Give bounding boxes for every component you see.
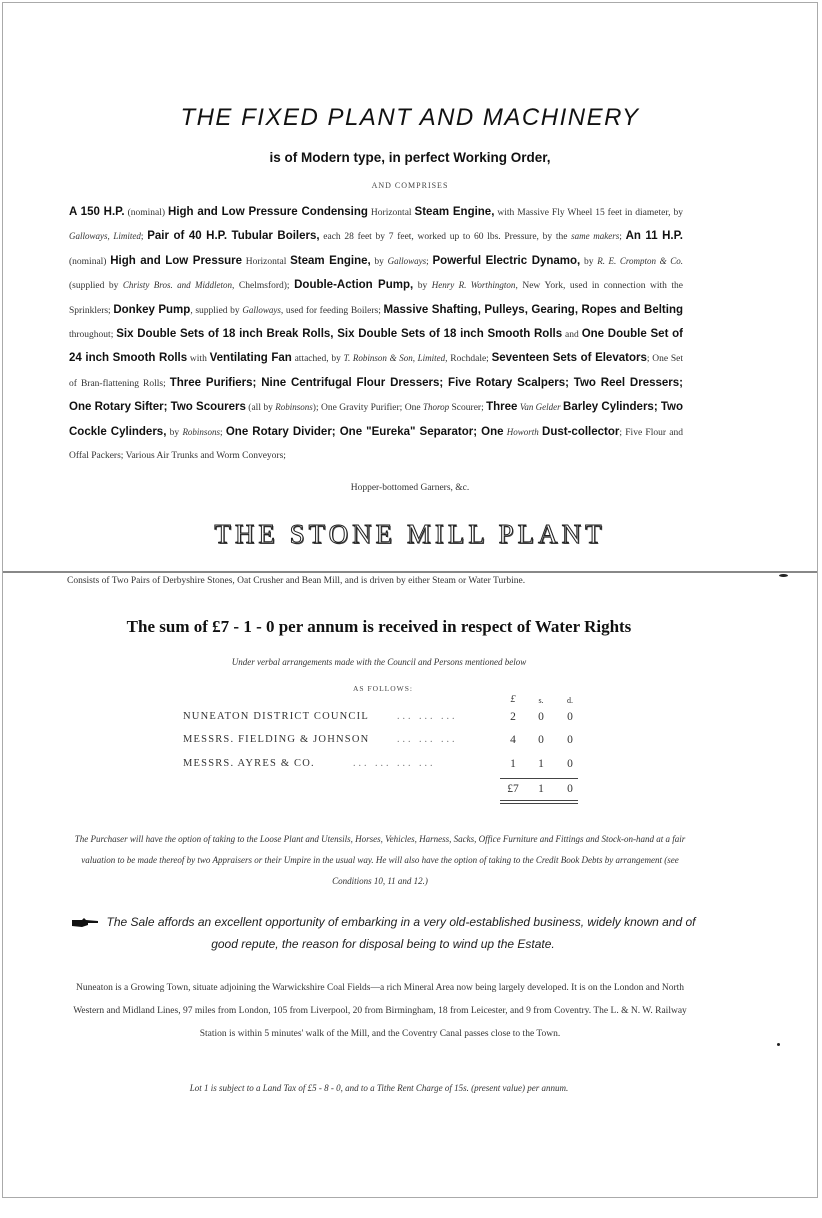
machinery-text-bold: High and Low Pressure Condensing	[168, 206, 368, 218]
scan-speck	[777, 1043, 780, 1046]
machinery-text-bold: One Double Set of 24 inch Smooth Rolls	[69, 328, 683, 365]
subheading: is of Modern type, in perfect Working Order,	[269, 150, 551, 165]
machinery-text-italic: Christy Bros. and Middleton	[122, 280, 233, 291]
machinery-text-bold: Three Purifiers; Nine Centrifugal Flour Dressers; Five Rotary Scalpers; Two Reel Dressers; One Rotary Sifter; Two Scourers	[69, 376, 683, 414]
machinery-text: Horizontal	[367, 208, 415, 218]
machinery-text-italic: Van Gelder	[519, 402, 561, 413]
total-shillings: 1	[538, 783, 544, 795]
leader-dots: ... ... ...	[397, 734, 458, 745]
machinery-text: Scourer;	[449, 403, 487, 414]
arrangements-note: Under verbal arrangements made with the Council and Persons mentioned below	[231, 657, 527, 667]
machinery-text: (nominal)	[69, 256, 111, 267]
machinery-text-italic: Robinsons	[275, 402, 313, 413]
machinery-text-bold: Donkey Pump	[113, 303, 191, 316]
machinery-text-italic: Robinsons	[182, 426, 220, 437]
total-row	[3, 783, 817, 799]
total-pence: 0	[567, 783, 573, 795]
shillings-value: 1	[538, 758, 544, 770]
money-column-headers	[3, 694, 817, 708]
machinery-text: ;	[140, 232, 148, 243]
machinery-text: (all by	[245, 403, 276, 414]
machinery-text-italic: Galloways	[242, 304, 281, 315]
heading: THE FIXED PLANT AND MACHINERY	[180, 104, 640, 131]
machinery-text-bold: Double-Action Pump,	[294, 279, 414, 292]
table-row	[183, 734, 603, 750]
machinery-text-bold: Powerful Electric Dynamo,	[432, 254, 581, 267]
machinery-text: by	[166, 427, 183, 438]
machinery-text: Horizontal	[242, 256, 291, 267]
machinery-text-bold: Dust-collector	[542, 425, 620, 438]
as-follows-label: AS FOLLOWS:	[353, 684, 413, 693]
sale-text: The Sale affords an excellent opportunity of embarking in a very old-established business, widely known and of good repute, the reason for disposal being to wind up the Estate.	[106, 915, 696, 951]
pounds-value: 4	[510, 734, 516, 746]
machinery-text-bold: Pair of 40 H.P. Tubular Boilers,	[147, 230, 320, 243]
and-comprises: AND COMPRISES	[371, 181, 449, 190]
machinery-text: and	[562, 330, 582, 341]
machinery-text-bold: Ventilating Fan	[209, 352, 292, 365]
leader-dots: ... ... ...	[397, 711, 458, 722]
total-rule	[500, 778, 578, 779]
shillings-value: 0	[538, 711, 544, 723]
payer-name: MESSRS. AYRES & CO.	[183, 758, 315, 769]
machinery-text-italic: Galloways, Limited	[69, 231, 141, 242]
machinery-text: attached, by	[291, 354, 344, 365]
water-rights-heading: The sum of £7 - 1 - 0 per annum is received in respect of Water Rights	[126, 617, 632, 636]
page-seam	[3, 571, 817, 573]
machinery-text-bold: A 150 H.P.	[69, 206, 125, 218]
machinery-text-bold: Seventeen Sets of Elevators	[491, 352, 647, 365]
pence-value: 0	[567, 758, 573, 770]
machinery-text: by	[413, 281, 432, 292]
table-row	[183, 758, 603, 774]
table-row	[183, 711, 603, 727]
machinery-text-bold: Three	[486, 401, 518, 414]
machinery-text: with Massive Fly Wheel 15 feet in diameter, by	[494, 208, 684, 218]
machinery-text-bold: Six Double Sets of 18 inch Break Rolls, Six Double Sets of 18 inch Smooth Rolls	[116, 328, 563, 341]
machinery-text: , used for feeding Boilers;	[280, 305, 384, 316]
pounds-value: 2	[510, 711, 516, 723]
land-tax-note: Lot 1 is subject to a Land Tax of £5 - 8 - 0, and to a Tithe Rent Charge of 15s. (present value) per annum.	[189, 1083, 569, 1093]
machinery-paragraph	[69, 201, 683, 468]
machinery-text: ; Five Flour and Offal Packers; Various Air Trunks and Worm Conveyors;	[69, 427, 684, 462]
machinery-text: ;	[426, 256, 433, 267]
machinery-text-bold: High and Low Pressure	[110, 254, 243, 267]
pounds-value: 1	[510, 758, 516, 770]
machinery-text-italic: Galloways	[387, 255, 427, 266]
machinery-text: , New York, used in connection with the Sprinklers;	[69, 281, 683, 316]
pounds-header: £	[510, 694, 516, 705]
machinery-text-bold: An 11 H.P.	[625, 230, 683, 243]
machinery-text-italic: same makers	[571, 231, 620, 242]
machinery-text: ;	[619, 232, 626, 243]
machinery-text-bold: Steam Engine,	[414, 206, 495, 218]
scan-speck	[779, 574, 788, 577]
purchaser-option-note: The Purchaser will have the option of taking to the Loose Plant and Utensils, Horses, Vehicles, Harness, Sacks, Office Furniture and Fittings and Stock-on-hand at a fair valuation to be made thereof by two Appraisers or their Umpire in the usual way. He will also have the option of taking to the Credit Book Debts by arrangement (see Conditions 10, 11 and 12.)	[74, 834, 686, 886]
machinery-text: (nominal)	[124, 208, 169, 218]
machinery-last-line: Hopper-bottomed Garners, &c.	[350, 483, 470, 493]
shillings-header: s.	[538, 696, 544, 705]
nuneaton-description: Nuneaton is a Growing Town, situate adjoining the Warwickshire Coal Fields—a rich Mineral Area now being largely developed. It is on the London and North Western and Midland Lines, 97 miles from London, 105 from Liverpool, 20 from Birmingham, 18 from Leicester, and 9 from Coventry. The L. & N. W. Railway Station is within 5 minutes' walk of the Mill, and the Coventry Canal passes close to the Town.	[73, 983, 687, 1039]
machinery-text-bold: Steam Engine,	[290, 254, 371, 267]
leader-dots: ... ... ... ...	[353, 758, 436, 769]
machinery-text: throughout;	[69, 330, 117, 341]
machinery-text: , Chelmsford);	[232, 281, 295, 292]
machinery-text: with	[187, 354, 210, 365]
payer-name: NUNEATON DISTRICT COUNCIL	[183, 711, 369, 722]
machinery-text: ;	[219, 427, 226, 438]
total-double-rule	[500, 803, 578, 804]
machinery-text: ); One Gravity Purifier; One	[312, 403, 423, 414]
machinery-text-italic: Howorth	[506, 426, 539, 437]
machinery-text-italic: R. E. Crompton & Co.	[597, 255, 683, 266]
machinery-text: ; One Set of Bran-flattening Rolls;	[69, 354, 684, 389]
sale-opportunity-note	[69, 911, 697, 955]
machinery-text: by	[580, 256, 598, 267]
stone-mill-title: THE STONE MILL PLANT	[214, 519, 606, 549]
payer-name: MESSRS. FIELDING & JOHNSON	[183, 734, 370, 745]
machinery-text: , Rochdale;	[445, 354, 492, 365]
machinery-text: each 28 feet by 7 feet, worked up to 60 lbs. Pressure, by the	[319, 232, 572, 243]
machinery-text: (supplied by	[69, 281, 123, 292]
stone-mill-description: Consists of Two Pairs of Derbyshire Stones, Oat Crusher and Bean Mill, and is driven by either Steam or Water Turbine.	[67, 576, 526, 586]
pence-value: 0	[567, 734, 573, 746]
pence-header: d.	[567, 696, 573, 705]
machinery-text: , supplied by	[190, 305, 243, 316]
machinery-text-bold: Barley Cylinders; Two Cockle Cylinders,	[69, 401, 684, 438]
shillings-value: 0	[538, 734, 544, 746]
machinery-text-italic: T. Robinson & Son, Limited	[343, 353, 446, 364]
pence-value: 0	[567, 711, 573, 723]
pointing-hand-icon	[70, 918, 100, 928]
total-pounds: £7	[507, 783, 519, 795]
machinery-text-bold: Massive Shafting, Pulleys, Gearing, Ropes and Belting	[383, 303, 683, 316]
document-page	[2, 2, 818, 1198]
machinery-text-italic: Thorop	[422, 402, 450, 413]
machinery-text-bold: One Rotary Divider; One "Eureka" Separator; One	[225, 425, 504, 438]
machinery-text: by	[370, 256, 388, 267]
machinery-text-italic: Henry R. Worthington	[431, 280, 516, 291]
total-double-rule	[500, 800, 578, 801]
